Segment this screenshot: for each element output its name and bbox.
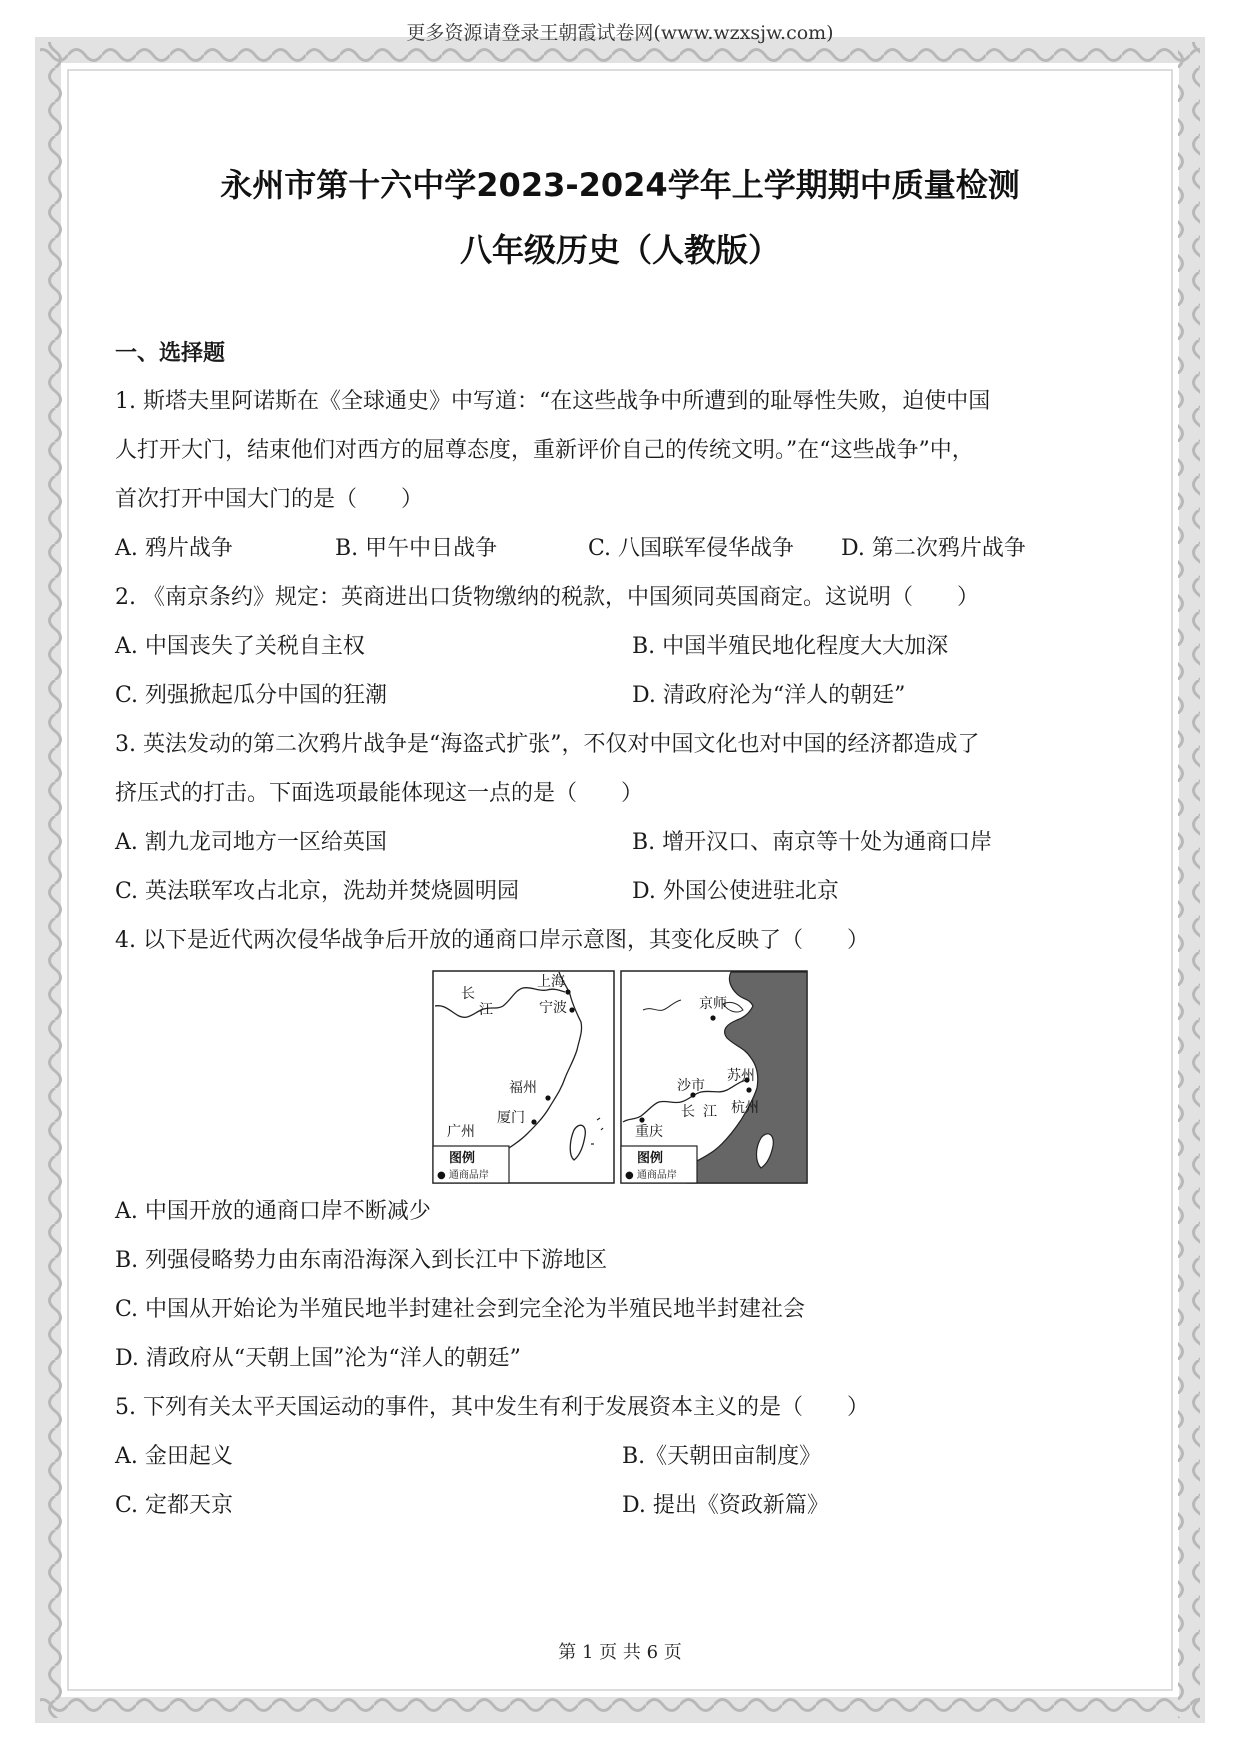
option-c[interactable]: C. 八国联军侵华战争 <box>588 536 795 561</box>
map-label: 江 <box>479 1002 493 1018</box>
question-5-options-row-2 <box>115 1485 1130 1534</box>
option-b[interactable]: B. 列强侵略势力由东南沿海深入到长江中下游地区 <box>115 1248 608 1273</box>
question-2-options-row-1 <box>115 626 1130 675</box>
map-label: 杭州 <box>731 1100 759 1116</box>
map-label: 重庆 <box>635 1124 663 1140</box>
option-d[interactable]: D. 外国公使进驻北京 <box>632 879 839 904</box>
option-a[interactable]: A. 中国丧失了关税自主权 <box>115 634 365 659</box>
question-content <box>115 335 1130 1534</box>
question-3-line-2: 挤压式的打击。下面选项最能体现这一点的是（ ） <box>115 781 644 806</box>
option-c[interactable]: C. 定都天京 <box>115 1493 234 1518</box>
map-label: 苏州 <box>727 1068 755 1084</box>
question-3-options-row-1 <box>115 822 1130 871</box>
map-label: 上海 <box>537 974 565 990</box>
option-b[interactable]: B. 甲午中日战争 <box>335 536 498 561</box>
option-c[interactable]: C. 英法联军攻占北京，洗劫并焚烧圆明园 <box>115 879 520 904</box>
map-label: 宁波 <box>539 1000 567 1016</box>
map-label: 京师 <box>699 996 727 1012</box>
option-a[interactable]: A. 鸦片战争 <box>115 536 233 561</box>
section-heading: 一、选择题 <box>115 341 226 366</box>
option-b[interactable]: B. 增开汉口、南京等十处为通商口岸 <box>632 830 993 855</box>
question-5-options-row-1 <box>115 1436 1130 1485</box>
option-d[interactable]: D. 清政府从“天朝上国”沦为“洋人的朝廷” <box>115 1346 521 1371</box>
legend-title: 图例 <box>637 1151 664 1166</box>
option-b[interactable]: B.《天朝田亩制度》 <box>622 1444 822 1469</box>
legend-item: ● 通商品岸 <box>437 1170 489 1181</box>
map-label: 福州 <box>509 1080 537 1096</box>
option-d[interactable]: D. 清政府沦为“洋人的朝廷” <box>632 683 906 708</box>
option-a[interactable]: A. 割九龙司地方一区给英国 <box>115 830 387 855</box>
question-2-line-1: 2. 《南京条约》规定：英商进出口货物缴纳的税款，中国须同英国商定。这说明（ ） <box>115 585 979 610</box>
question-4-line-1: 4. 以下是近代两次侵华战争后开放的通商口岸示意图，其变化反映了（ ） <box>115 928 869 953</box>
question-5-line-1: 5. 下列有关太平天国运动的事件，其中发生有利于发展资本主义的是（ ） <box>115 1395 869 1420</box>
option-a[interactable]: A. 金田起义 <box>115 1444 233 1469</box>
map-label: 广州 <box>447 1124 475 1140</box>
page-number-footer: 第 1 页 共 6 页 <box>558 1642 682 1663</box>
question-1-line-2: 人打开大门，结束他们对西方的屈尊态度，重新评价自己的传统文明。”在“这些战争”中， <box>115 438 974 463</box>
source-line: 更多资源请登录王朝霞试卷网(www.wzxsjw.com) <box>406 22 834 44</box>
option-d[interactable]: D. 提出《资政新篇》 <box>622 1493 829 1518</box>
question-1-line-1: 1. 斯塔夫里阿诺斯在《全球通史》中写道：“在这些战争中所遭到的耻辱性失败，迫使中国 <box>115 389 991 414</box>
treaty-ports-maps <box>431 970 811 1186</box>
question-3-line-1: 3. 英法发动的第二次鸦片战争是“海盗式扩张”，不仅对中国文化也对中国的经济都造成了 <box>115 732 980 757</box>
question-3-options-row-2 <box>115 871 1130 920</box>
treaty-ports-map-figure <box>115 969 1130 1191</box>
option-d[interactable]: D. 第二次鸦片战争 <box>841 536 1026 561</box>
legend-item: ● 通商品岸 <box>625 1170 677 1181</box>
map-label: 厦门 <box>497 1110 525 1126</box>
legend-title: 图例 <box>449 1151 476 1166</box>
option-c[interactable]: C. 列强掀起瓜分中国的狂潮 <box>115 683 388 708</box>
map-label: 长 <box>461 986 475 1002</box>
exam-subtitle: 八年级历史（人教版） <box>459 231 780 269</box>
map-left <box>433 971 614 1183</box>
exam-title: 永州市第十六中学2023-2024学年上学期期中质量检测 <box>220 166 1020 204</box>
map-label: 沙市 <box>677 1078 705 1094</box>
question-1-options <box>115 528 1130 577</box>
map-label: 长 <box>681 1104 695 1120</box>
option-b[interactable]: B. 中国半殖民地化程度大大加深 <box>632 634 949 659</box>
map-label: 江 <box>703 1104 717 1120</box>
question-2-options-row-2 <box>115 675 1130 724</box>
question-1-line-3: 首次打开中国大门的是（ ） <box>115 487 424 512</box>
option-c[interactable]: C. 中国从开始论为半殖民地半封建社会到完全沦为半殖民地半封建社会 <box>115 1297 806 1322</box>
option-a[interactable]: A. 中国开放的通商口岸不断减少 <box>115 1199 431 1224</box>
map-right <box>621 971 807 1183</box>
